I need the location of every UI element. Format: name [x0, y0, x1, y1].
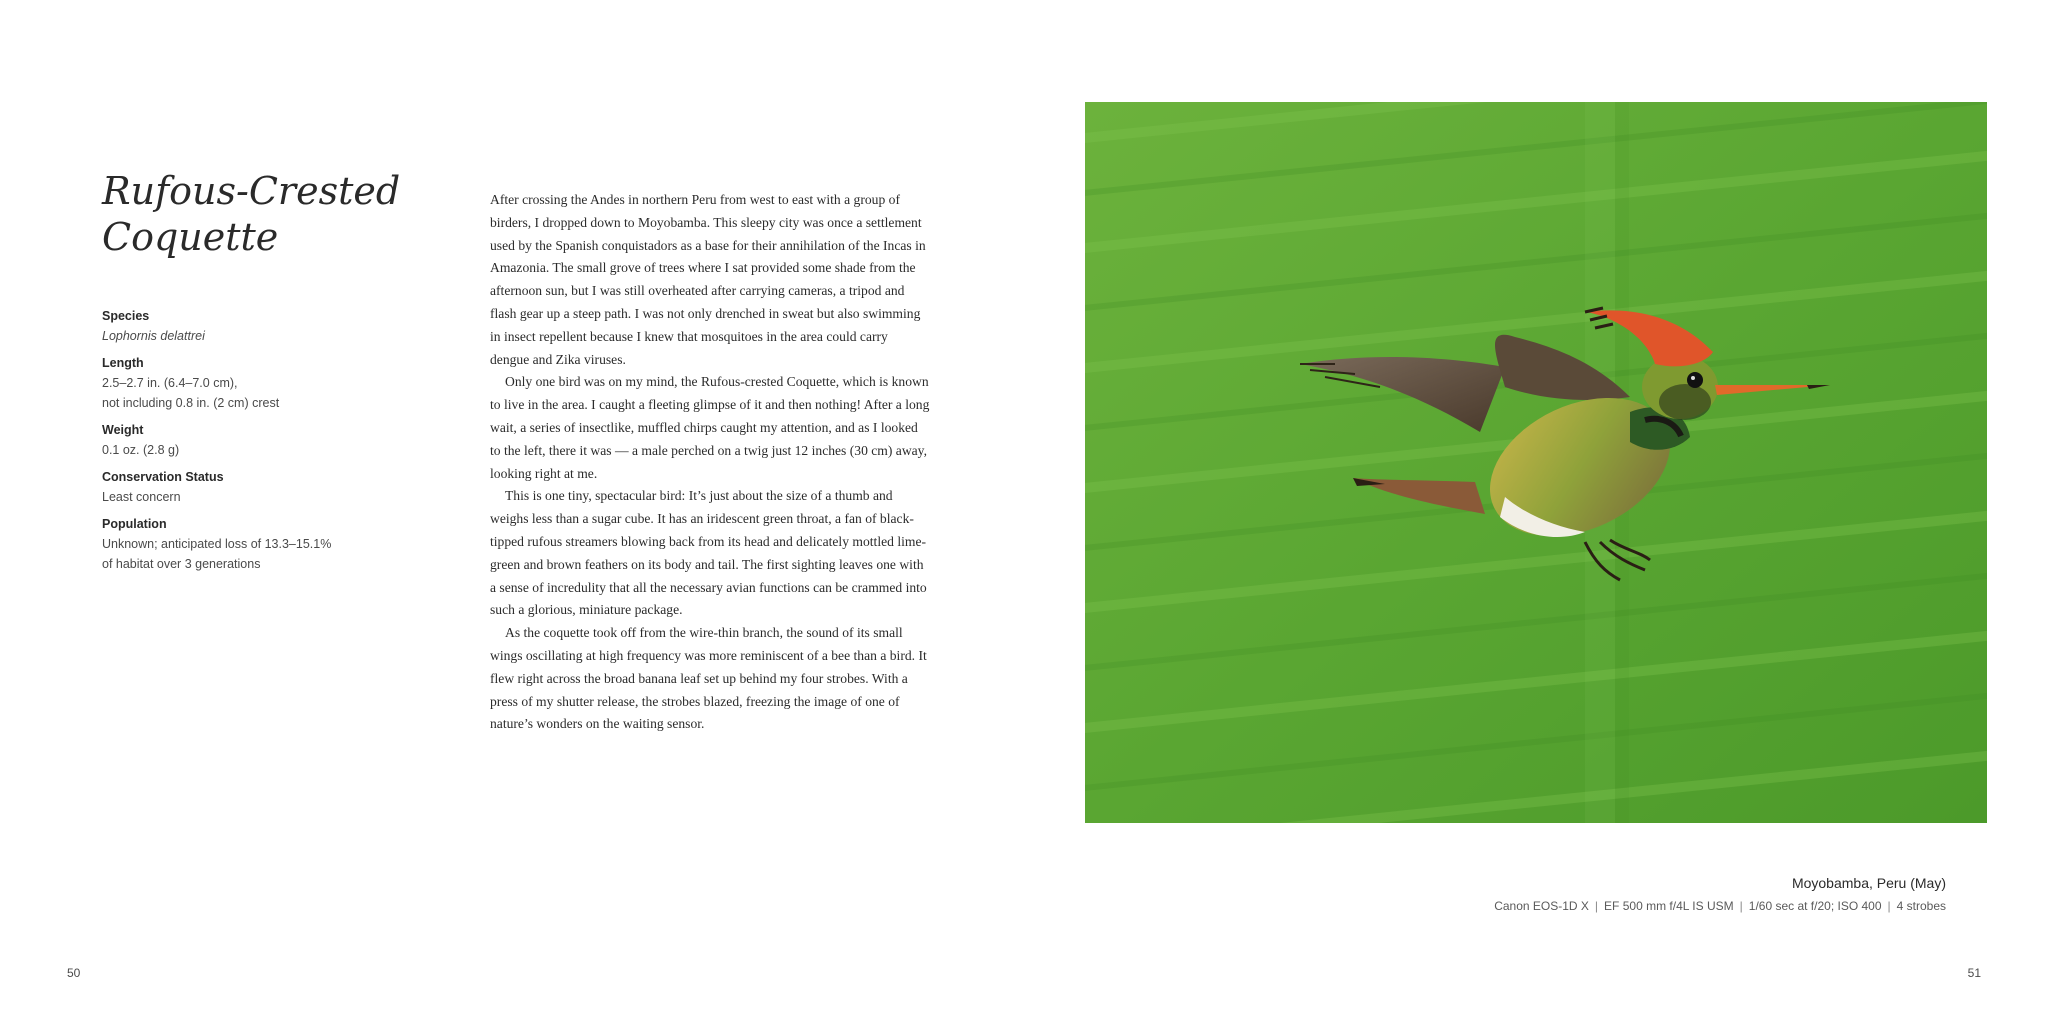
photo-caption — [1246, 873, 1946, 915]
title-line-2: Coquette — [102, 215, 279, 259]
fact-value: Unknown; anticipated loss of 13.3–15.1% — [102, 537, 332, 551]
hummingbird-illustration — [1085, 102, 1987, 823]
fact-label: Weight — [102, 423, 144, 437]
caption-location: Moyobamba, Peru (May) — [1791, 875, 1946, 891]
fact-label: Length — [102, 356, 144, 370]
body-text — [490, 189, 930, 736]
fact-value: 2.5–2.7 in. (6.4–7.0 cm), — [102, 376, 238, 390]
fact-length — [102, 353, 402, 413]
caption-camera-settings — [1246, 897, 1946, 915]
caption-lighting: 4 strobes — [1896, 899, 1946, 913]
fact-label: Population — [102, 517, 167, 531]
fact-value: Lophornis delattrei — [102, 329, 205, 343]
body-paragraph: This is one tiny, spectacular bird: It’s just about the size of a thumb and weighs less than a sugar cube. It has an iridescent green throat, a fan of black-tipped rufous streamers blowing back from its head and delicately mottled lime-green and brown feathers on its body and tail. The first sighting leaves one with a sense of incredulity that all the necessary avian functions can be crammed into such a glorious, miniature package. — [490, 488, 927, 618]
fact-species — [102, 306, 402, 346]
title-line-1: Rufous-Crested — [102, 169, 401, 213]
fact-label: Conservation Status — [102, 470, 224, 484]
fact-conservation-status — [102, 467, 402, 507]
caption-lens: EF 500 mm f/4L IS USM — [1604, 899, 1734, 913]
caption-camera: Canon EOS-1D X — [1494, 899, 1589, 913]
fact-value: not including 0.8 in. (2 cm) crest — [102, 396, 280, 410]
page-number-right: 51 — [1967, 966, 1981, 980]
caption-separator: | — [1594, 899, 1599, 913]
page-number-left: 50 — [67, 966, 81, 980]
fact-label: Species — [102, 309, 150, 323]
body-paragraph: Only one bird was on my mind, the Rufous-crested Coquette, which is known to live in the area. I caught a fleeting glimpse of it and then nothing! After a long wait, a series of insectlike, muffled chirps caught my attention, and as I looked to the left, there it was — a male perched on a twig just 12 inches (30 cm) away, looking right at me. — [490, 374, 930, 481]
caption-exposure: 1/60 sec at f/20; ISO 400 — [1748, 899, 1882, 913]
caption-separator: | — [1739, 899, 1743, 913]
fact-value: of habitat over 3 generations — [102, 557, 261, 571]
fact-sheet — [102, 306, 402, 581]
fact-value: Least concern — [102, 490, 181, 504]
body-paragraph: After crossing the Andes in northern Peru from west to east with a group of birders, I dropped down to Moyobamba. This sleepy city was once a settlement used by the Spanish conquistadors as a base for their annihilation of the Incas in Amazonia. The small grove of trees where I sat provided some shade from the afternoon sun, but I was still overheated after carrying cameras, a tripod and flash gear up a steep path. I was not only drenched in sweat but also swimming in insect repellent because I knew that mosquitoes in the area could carry dengue and Zika viruses. — [490, 192, 926, 367]
body-paragraph: As the coquette took off from the wire-thin branch, the sound of its small wings oscillating at high frequency was more reminiscent of a bee than a bird. It flew right across the broad banana leaf set up behind my four strobes. With a press of my shutter release, the strobes blazed, freezing the image of one of nature’s wonders on the waiting sensor. — [490, 625, 927, 732]
fact-population — [102, 514, 402, 574]
fact-value: 0.1 oz. (2.8 g) — [102, 443, 180, 457]
species-title — [102, 168, 462, 260]
caption-separator: | — [1887, 899, 1891, 913]
hummingbird-photo — [1085, 102, 1987, 823]
fact-weight — [102, 420, 402, 460]
